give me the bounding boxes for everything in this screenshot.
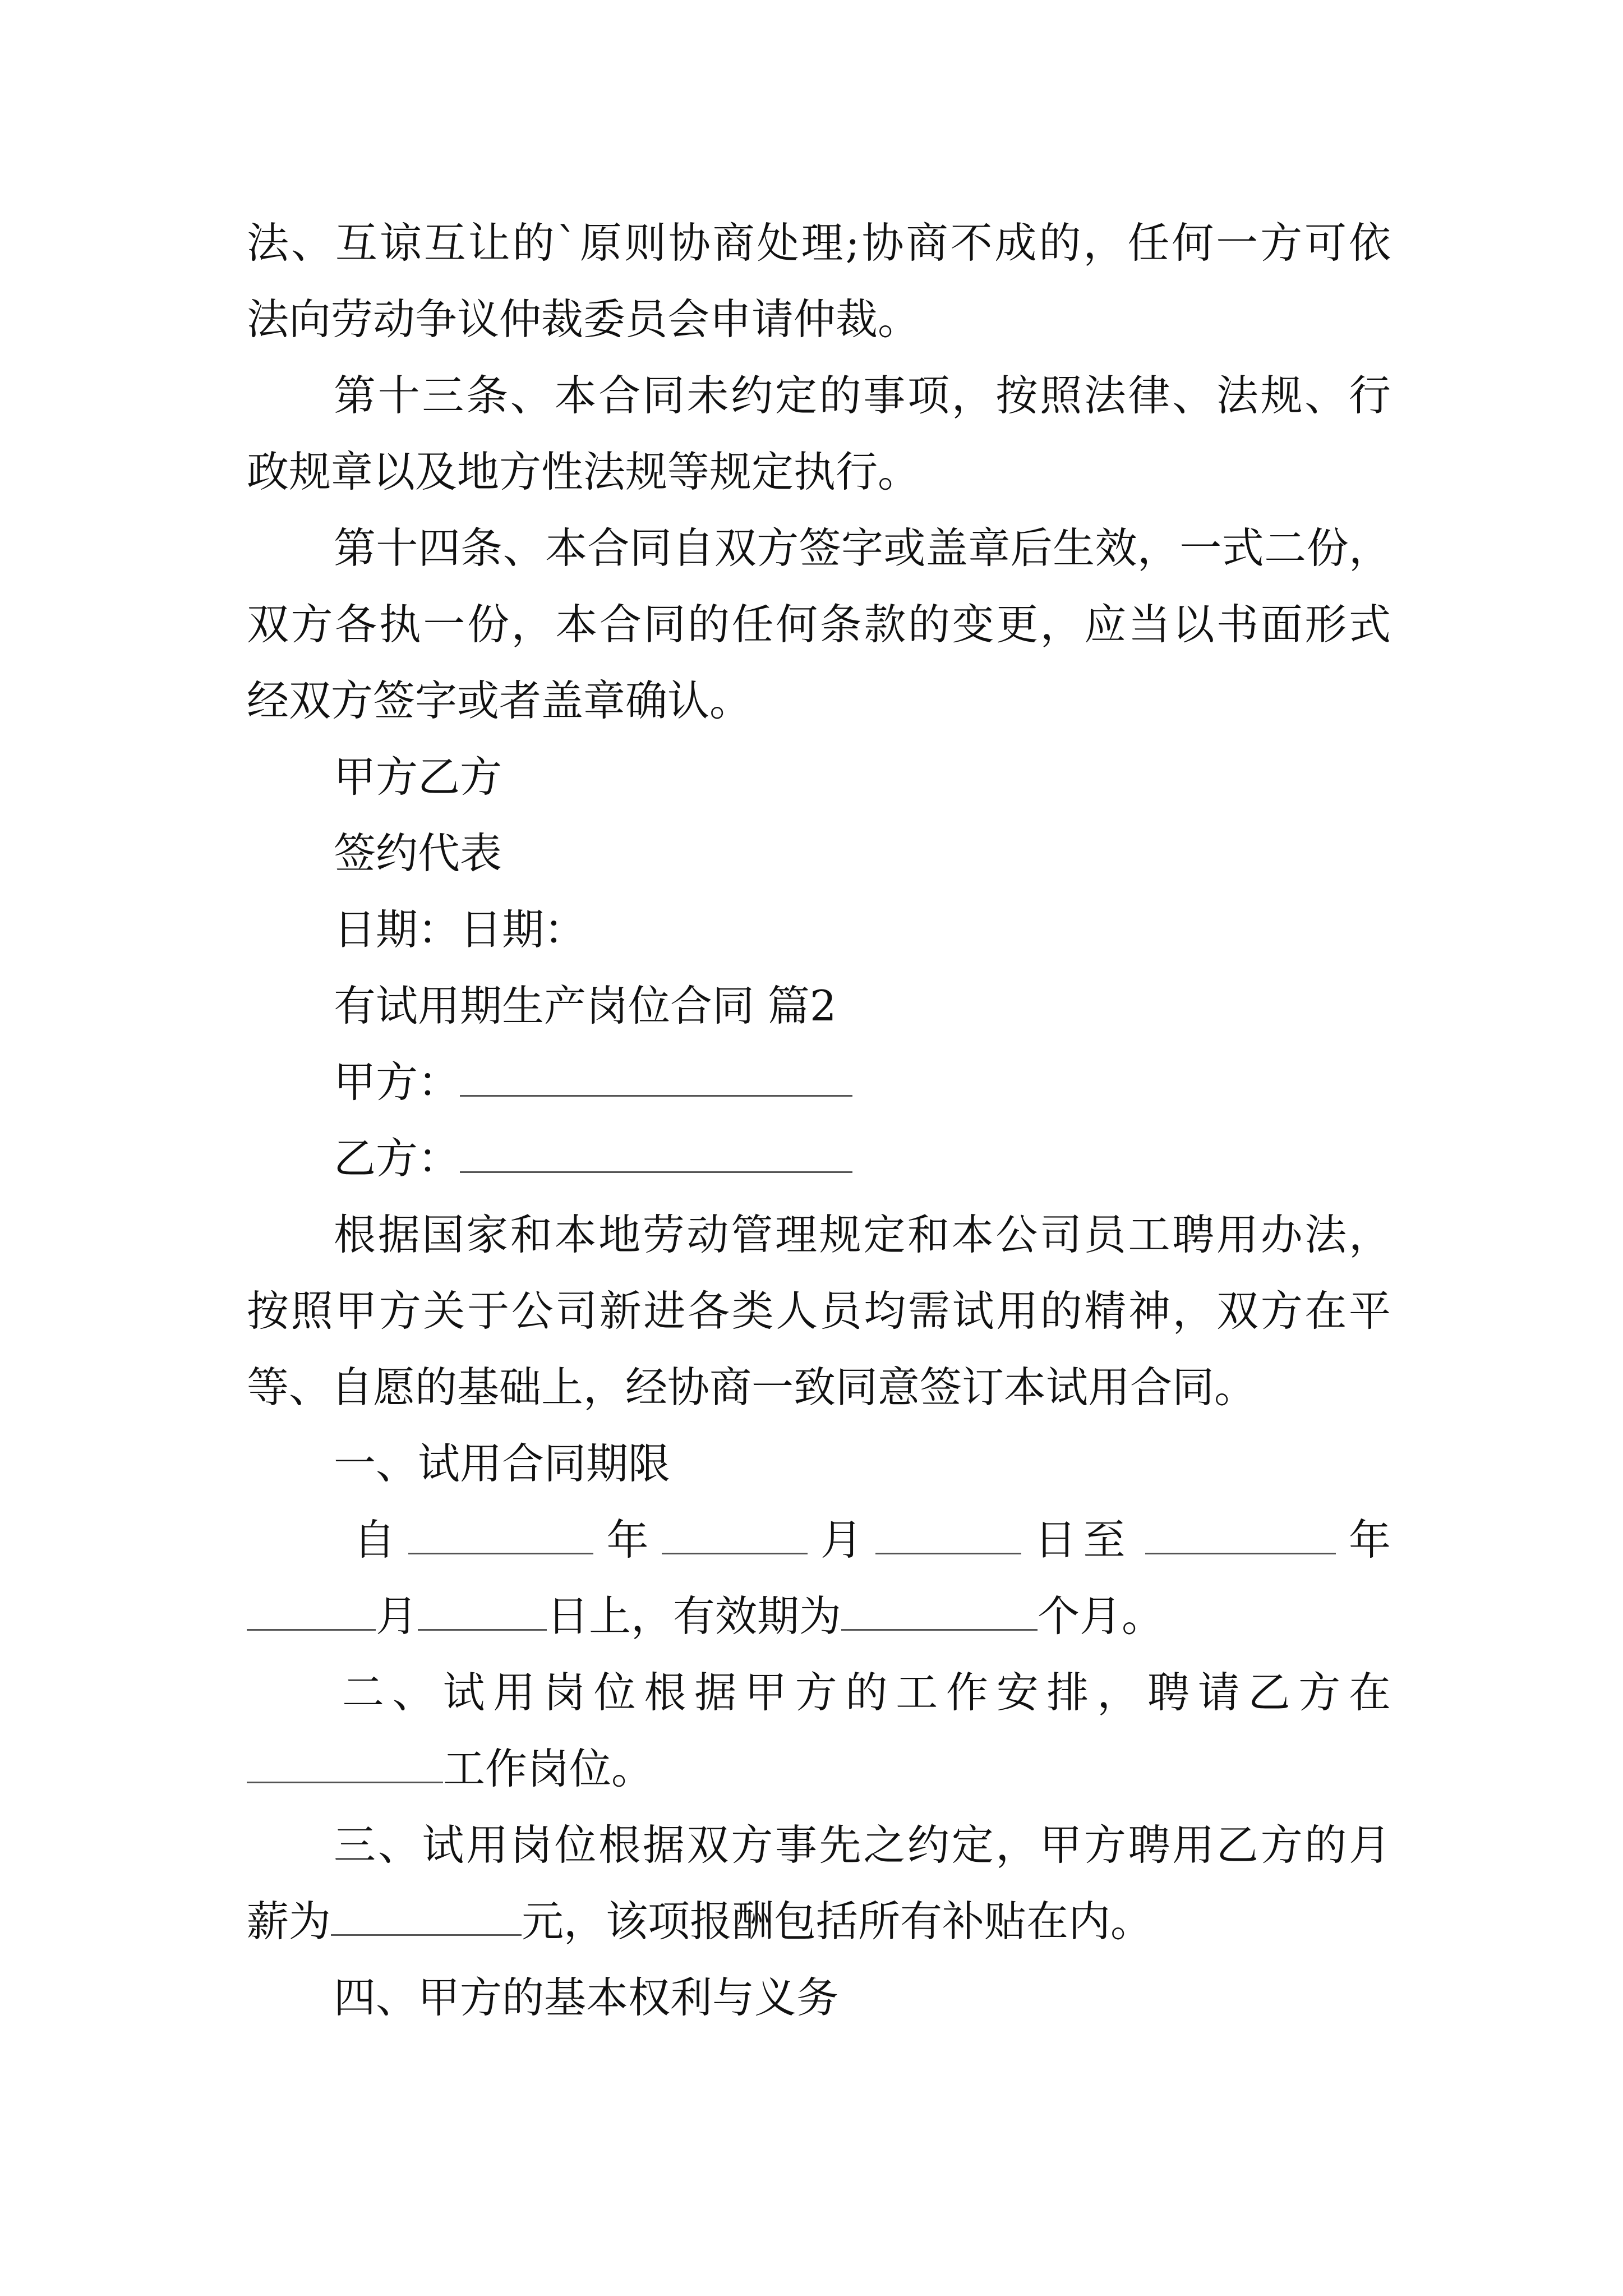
- text-salary-post: 元，该项报酬包括所有补贴在内。: [522, 1897, 1153, 1946]
- signature-date: 日期：日期：: [334, 905, 587, 954]
- salary-blank[interactable]: [331, 1899, 522, 1936]
- position-blank[interactable]: [247, 1747, 443, 1783]
- text-position-tail: 工作岗位。: [443, 1744, 654, 1793]
- clause-2: [247, 1654, 1391, 1731]
- clause-3-line: 三、试用岗位根据双方事先之约定，甲方聘用乙方的月: [334, 1820, 1391, 1870]
- text-month: 月: [820, 1515, 863, 1565]
- start-year-blank[interactable]: [408, 1518, 593, 1554]
- clause-3-salary-line: [247, 1883, 1152, 1959]
- text-day-end: 日上，有效期为: [547, 1591, 842, 1641]
- paragraph-dispute: [247, 205, 1391, 357]
- end-month-blank[interactable]: [247, 1594, 376, 1631]
- text-line: 法向劳动争议仲裁委员会申请仲裁。: [247, 295, 920, 344]
- clause-3: [247, 1807, 1391, 1883]
- text-line: 政规章以及地方性法规等规定执行。: [247, 447, 920, 496]
- text-line: 等、自愿的基础上，经协商一致同意签订本试用合同。: [247, 1363, 1257, 1412]
- paragraph-article-13: [247, 357, 1391, 510]
- section-title: 有试用期生产岗位合同 篇2: [334, 981, 837, 1030]
- text-line: 双方各执一份，本合同的任何条款的变更，应当以书面形式: [247, 600, 1391, 649]
- text-from: 自: [353, 1515, 396, 1565]
- clause-1-title: 一、试用合同期限: [334, 1439, 671, 1488]
- text-line: 第十四条、本合同自双方签字或盖章后生效，一式二份，: [334, 523, 1391, 573]
- party-b-blank[interactable]: [460, 1137, 852, 1173]
- clause-1-period-line: [353, 1502, 1391, 1578]
- signature-parties: 甲方乙方: [334, 752, 502, 802]
- text-line: 根据国家和本地劳动管理规定和本公司员工聘用办法，: [334, 1210, 1391, 1259]
- text-month-2: 月: [376, 1591, 418, 1641]
- text-day-to: 日至: [1034, 1515, 1132, 1565]
- end-day-blank[interactable]: [418, 1594, 547, 1631]
- party-b-line: [334, 1120, 852, 1197]
- party-a-line: [334, 1044, 852, 1120]
- paragraph-article-14: [247, 510, 1391, 739]
- clause-2-line: 二、试用岗位根据甲方的工作安排，聘请乙方在: [342, 1668, 1391, 1717]
- text-line: 经双方签字或者盖章确认。: [247, 676, 752, 725]
- duration-months-blank[interactable]: [841, 1594, 1038, 1631]
- clause-2-position-line: [247, 1731, 653, 1807]
- text-line: 法、互谅互让的`原则协商处理;协商不成的，任何一方可依: [247, 218, 1391, 268]
- clause-1-duration-line: [247, 1578, 1164, 1654]
- paragraph-preamble: [247, 1197, 1391, 1425]
- text-line: 按照甲方关于公司新进各类人员均需试用的精神，双方在平: [247, 1286, 1391, 1336]
- clause-4-title: 四、甲方的基本权利与义务: [334, 1973, 839, 2022]
- text-year: 年: [606, 1515, 649, 1565]
- party-b-label: 乙方：: [334, 1134, 460, 1183]
- party-a-blank[interactable]: [460, 1060, 852, 1097]
- text-year-2: 年: [1348, 1515, 1391, 1565]
- text-line: 第十三条、本合同未约定的事项，按照法律、法规、行: [334, 371, 1391, 420]
- start-month-blank[interactable]: [662, 1518, 808, 1554]
- end-year-blank[interactable]: [1145, 1518, 1336, 1554]
- start-day-blank[interactable]: [875, 1518, 1021, 1554]
- party-a-label: 甲方：: [334, 1057, 460, 1107]
- text-months: 个月。: [1038, 1591, 1164, 1641]
- signature-representative: 签约代表: [334, 829, 502, 878]
- text-salary-pre: 薪为: [247, 1897, 331, 1946]
